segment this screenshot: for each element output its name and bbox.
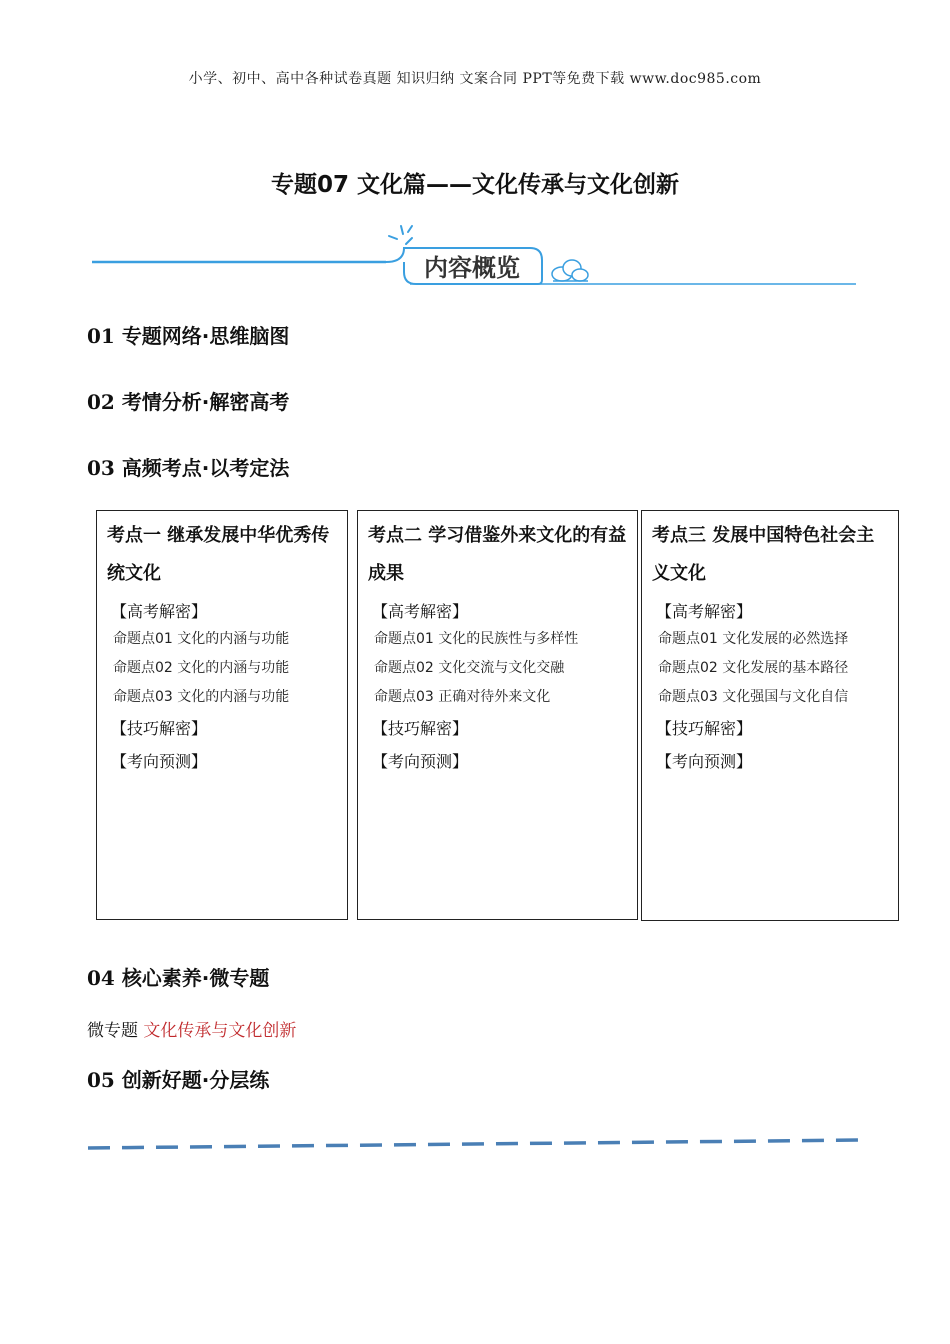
proposition-item: 命题点03 正确对待外来文化 — [374, 689, 551, 705]
micro-topic-line — [87, 1016, 296, 1041]
section-05: 05 创新好题·分层练 — [87, 1068, 270, 1092]
box-subheading: 【高考解密】 — [111, 602, 208, 621]
section-01: 01 专题网络·思维脑图 — [87, 324, 290, 348]
topic-box-3 — [641, 510, 899, 921]
proposition-item: 命题点03 文化的内涵与功能 — [113, 689, 290, 705]
banner-label: 内容概览 — [424, 254, 520, 282]
box-title: 考点二 学习借鉴外来文化的有益成果 — [368, 525, 627, 584]
proposition-item: 命题点01 文化的民族性与多样性 — [374, 631, 579, 647]
box-title: 考点三 发展中国特色社会主义文化 — [652, 525, 875, 584]
micro-topic-label: 微专题 — [87, 1021, 138, 1041]
proposition-item: 命题点02 文化的内涵与功能 — [113, 660, 290, 676]
box-subheading: 【考向预测】 — [111, 752, 208, 771]
proposition-item: 命题点02 文化发展的基本路径 — [658, 660, 849, 676]
proposition-item: 命题点02 文化交流与文化交融 — [374, 660, 565, 676]
section-02: 02 考情分析·解密高考 — [87, 390, 290, 414]
page-title: 专题07 文化篇——文化传承与文化创新 — [270, 172, 679, 198]
proposition-item: 命题点01 文化的内涵与功能 — [113, 631, 290, 647]
box-subheading: 【考向预测】 — [656, 752, 753, 771]
box-title: 考点一 继承发展中华优秀传统文化 — [107, 525, 330, 584]
box-subheading: 【考向预测】 — [372, 752, 469, 771]
topic-box-1 — [96, 510, 348, 920]
box-subheading: 【高考解密】 — [656, 602, 753, 621]
proposition-item: 命题点03 文化强国与文化自信 — [658, 689, 849, 705]
micro-topic-link[interactable]: 文化传承与文化创新 — [143, 1021, 297, 1041]
proposition-item: 命题点01 文化发展的必然选择 — [658, 631, 849, 647]
section-03: 03 高频考点·以考定法 — [87, 456, 290, 480]
overview-banner — [90, 222, 860, 292]
cloud-icon — [552, 260, 588, 281]
dashed-divider — [86, 1130, 866, 1154]
page-header: 小学、初中、高中各种试卷真题 知识归纳 文案合同 PPT等免费下载 www.doc985.com — [188, 71, 762, 87]
box-subheading: 【技巧解密】 — [372, 719, 469, 738]
sparkle-icon — [389, 226, 412, 244]
box-subheading: 【技巧解密】 — [656, 719, 753, 738]
box-subheading: 【技巧解密】 — [111, 719, 208, 738]
topic-box-2 — [357, 510, 638, 920]
box-subheading: 【高考解密】 — [372, 602, 469, 621]
section-04: 04 核心素养·微专题 — [87, 966, 270, 990]
